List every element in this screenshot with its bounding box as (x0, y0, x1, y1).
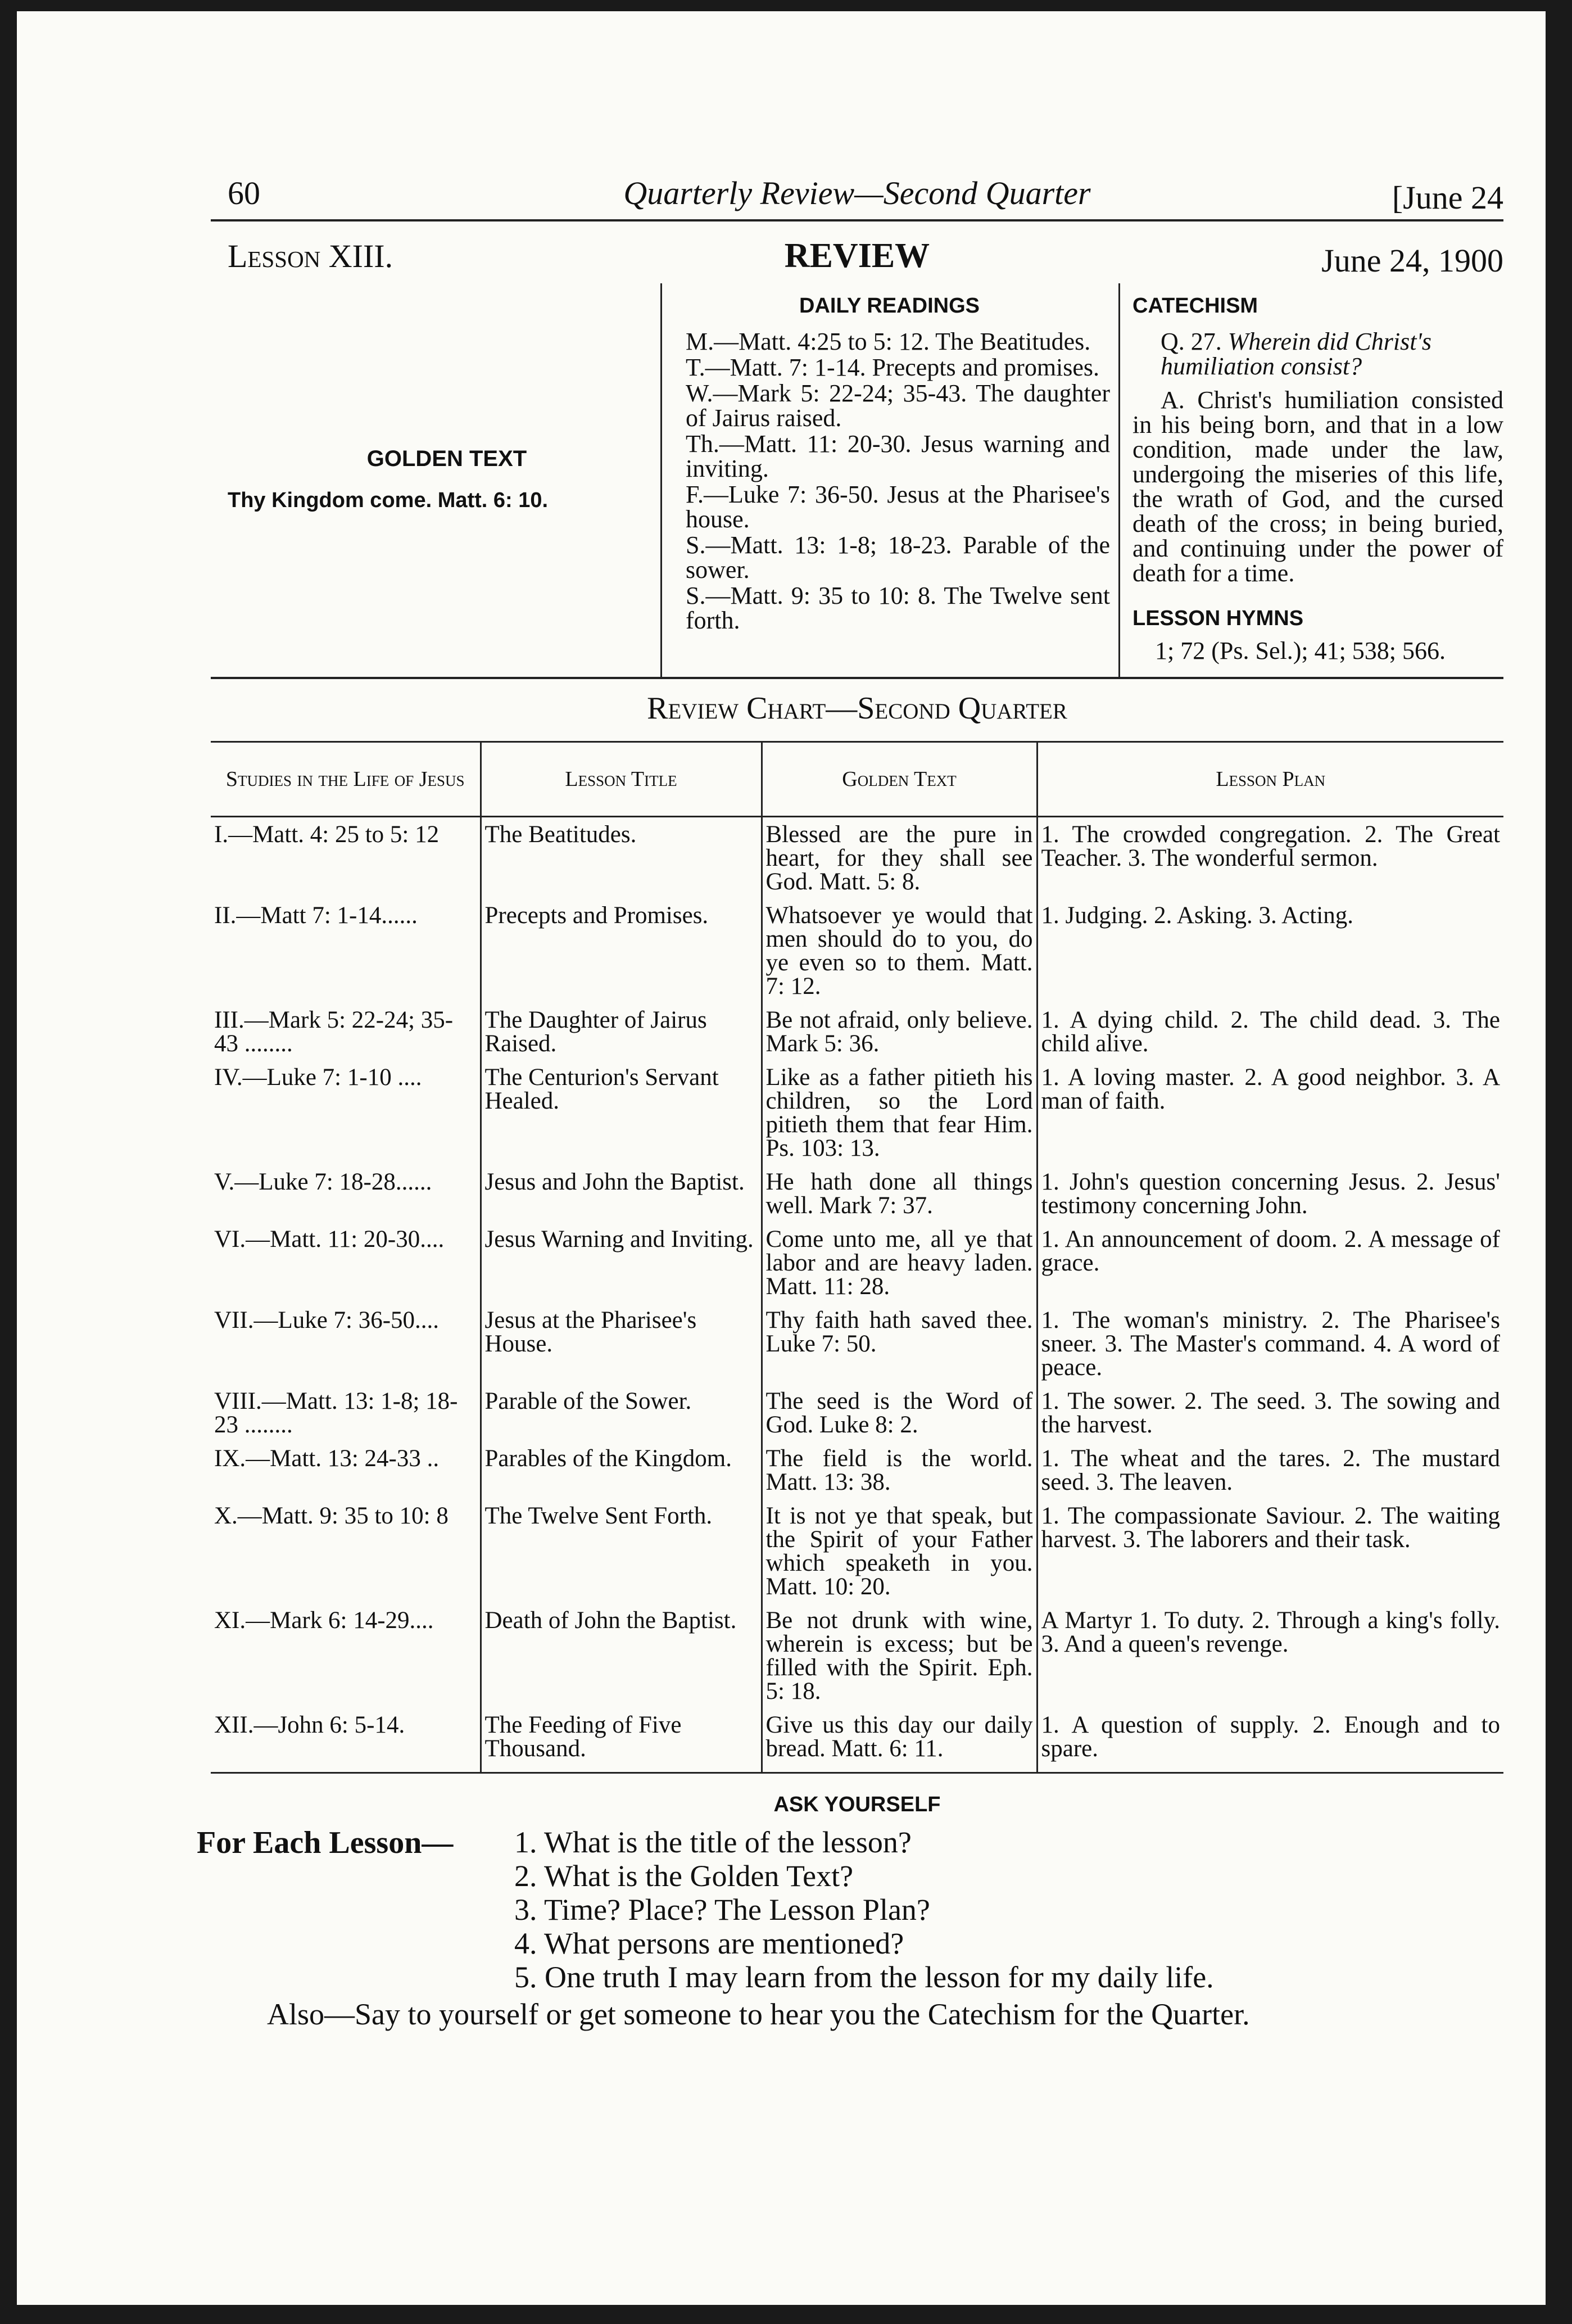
study-cell: IV.—Luke 7: 1-10 .... (214, 1064, 422, 1091)
table-row (211, 1003, 1503, 1060)
study-cell: V.—Luke 7: 18-28...... (214, 1169, 432, 1195)
lesson-number: Lesson XIII. (228, 238, 393, 274)
ask-yourself-heading: ASK YOURSELF (773, 1793, 941, 1816)
table-row (211, 817, 1503, 899)
reading-item: S.—Matt. 9: 35 to 10: 8. The Twelve sent forth. (686, 582, 1110, 634)
title-cell: Jesus Warning and Inviting. (481, 1222, 762, 1303)
ask-row (211, 1960, 1503, 1993)
plan-cell: 1. The wheat and the tares. 2. The mustard seed. 3. The leaven. (1037, 1441, 1503, 1499)
running-head (211, 169, 1503, 219)
ask-row (211, 1892, 1503, 1926)
ask-row (211, 1926, 1503, 1960)
plan-cell: 1. Judging. 2. Asking. 3. Acting. (1037, 898, 1503, 1003)
golden-cell: Be not afraid, only believe. Mark 5: 36. (762, 1003, 1037, 1060)
plan-cell: 1. A dying child. 2. The child dead. 3. The child alive. (1037, 1003, 1503, 1060)
study-cell: VII.—Luke 7: 36-50.... (214, 1307, 440, 1333)
golden-cell: Like as a father pitieth his children, so the Lord pitieth them that fear Him. Ps. 103: 13. (762, 1060, 1037, 1165)
golden-cell: He hath done all things well. Mark 7: 37. (762, 1165, 1037, 1222)
study-cell: IX.—Matt. 13: 24-33 .. (214, 1445, 440, 1472)
ask-question: 2. What is the Golden Text? (514, 1859, 854, 1893)
golden-text-block (228, 446, 666, 513)
study-cell: XII.—John 6: 5-14. (211, 1708, 481, 1773)
study-cell: III.—Mark 5: 22-24; 35-43 ........ (214, 1007, 454, 1057)
ask-question: 4. What persons are mentioned? (514, 1927, 904, 1960)
title-cell: The Daughter of Jairus Raised. (481, 1003, 762, 1060)
golden-cell: It is not ye that speak, but the Spirit of your Father which speaketh in you. Matt. 10: 20. (762, 1499, 1037, 1603)
ask-yourself (197, 1793, 1503, 2032)
study-cell: XI.—Mark 6: 14-29.... (214, 1607, 434, 1634)
column-header-studies: Studies in the Life of Jesus (211, 742, 481, 817)
page-number: 60 (228, 175, 260, 211)
running-date: [June 24 (1392, 179, 1503, 216)
table-row (211, 1384, 1503, 1441)
table-row (211, 1441, 1503, 1499)
study-cell: VIII.—Matt. 13: 1-8; 18-23 ........ (214, 1388, 458, 1438)
title-cell: Parable of the Sower. (481, 1384, 762, 1441)
review-chart-table (211, 741, 1503, 1774)
lesson-title: REVIEW (784, 237, 930, 275)
plan-cell: 1. An announcement of doom. 2. A message of grace. (1037, 1222, 1503, 1303)
golden-cell: Give us this day our daily bread. Matt. 6: 11. (762, 1708, 1037, 1773)
reading-item: M.—Matt. 4:25 to 5: 12. The Beatitudes. (686, 328, 1091, 355)
golden-text: Thy Kingdom come. Matt. 6: 10. (228, 489, 549, 512)
title-cell: Parables of the Kingdom. (481, 1441, 762, 1499)
title-cell: The Twelve Sent Forth. (481, 1499, 762, 1603)
golden-cell: Come unto me, all ye that labor and are heavy laden. Matt. 11: 28. (762, 1222, 1037, 1303)
plan-cell: 1. The crowded congregation. 2. The Great Teacher. 3. The wonderful sermon. (1037, 817, 1503, 899)
table-row (211, 1222, 1503, 1303)
golden-cell: Thy faith hath saved thee. Luke 7: 50. (762, 1303, 1037, 1384)
reading-item: W.—Mark 5: 22-24; 35-43. The daughter of Jairus raised. (686, 379, 1110, 432)
golden-cell: The field is the world. Matt. 13: 38. (762, 1441, 1037, 1499)
title-cell: The Centurion's Servant Healed. (481, 1060, 762, 1165)
page (17, 11, 1546, 2305)
ask-question: 3. Time? Place? The Lesson Plan? (514, 1893, 930, 1927)
ask-row (211, 1859, 1503, 1892)
plan-cell: 1. John's question concerning Jesus. 2. Jesus' testimony concerning John. (1037, 1165, 1503, 1222)
lesson-date: June 24, 1900 (1321, 242, 1503, 279)
column-header-title: Lesson Title (481, 742, 762, 817)
plan-cell: 1. The compassionate Saviour. 2. The waiting harvest. 3. The laborers and their task. (1037, 1499, 1503, 1603)
title-cell: Jesus and John the Baptist. (481, 1165, 762, 1222)
golden-cell: Whatsoever ye would that men should do to you, do ye even so to them. Matt. 7: 12. (762, 898, 1037, 1003)
golden-cell: Blessed are the pure in heart, for they shall see God. Matt. 5: 8. (762, 817, 1037, 899)
table-row (211, 1499, 1503, 1603)
ask-question: 5. One truth I may learn from the lesson for my daily life. (514, 1960, 1214, 1994)
question-text: Wherein did Christ's humiliation consist? (1161, 328, 1432, 380)
golden-cell: Be not drunk with wine, wherein is excess; but be filled with the Spirit. Eph. 5: 18. (762, 1603, 1037, 1708)
golden-text-heading: GOLDEN TEXT (366, 446, 527, 471)
content (197, 169, 1503, 2032)
catechism-answer: A. Christ's humiliation consisted in his being born, and that in a low condition, made under the law, undergoing the miseries of this life, the wrath of God, and the cursed death of the cross; in being buried, and continuing under the power of death for a time. (1132, 386, 1503, 587)
ask-also: Also—Say to yourself or get someone to hear you the Catechism for the Quarter. (267, 1997, 1250, 2031)
reading-item: S.—Matt. 13: 1-8; 18-23. Parable of the sower. (686, 531, 1110, 584)
ask-lead: For Each Lesson— (197, 1825, 454, 1860)
daily-readings-heading: DAILY READINGS (799, 294, 980, 318)
review-chart-title: Review Chart—Second Quarter (211, 677, 1503, 741)
upper-section (211, 283, 1503, 677)
plan-cell: 1. The woman's ministry. 2. The Pharisee's sneer. 3. The Master's command. 4. A word of peace. (1037, 1303, 1503, 1384)
title-cell: The Beatitudes. (481, 817, 762, 899)
plan-cell: A Martyr 1. To duty. 2. Through a king's folly. 3. And a queen's revenge. (1037, 1603, 1503, 1708)
column-header-golden-text: Golden Text (762, 742, 1037, 817)
study-cell: II.—Matt 7: 1-14...... (214, 902, 418, 929)
ask-row (197, 1825, 1503, 1860)
table-row (211, 1603, 1503, 1708)
running-title: Quarterly Review—Second Quarter (623, 175, 1091, 211)
table-row (211, 898, 1503, 1003)
title-cell: Jesus at the Pharisee's House. (481, 1303, 762, 1384)
table-row (211, 1165, 1503, 1222)
question-number: Q. 27. (1161, 328, 1222, 355)
column-divider (1118, 283, 1120, 677)
title-cell: Death of John the Baptist. (481, 1603, 762, 1708)
table-row (211, 1060, 1503, 1165)
reading-item: Th.—Matt. 11: 20-30. Jesus warning and inviting. (686, 430, 1110, 482)
study-cell: X.—Matt. 9: 35 to 10: 8 (214, 1503, 449, 1529)
reading-item: F.—Luke 7: 36-50. Jesus at the Pharisee's house. (686, 481, 1110, 533)
catechism-heading: CATECHISM (1132, 294, 1258, 318)
plan-cell: 1. A loving master. 2. A good neighbor. 3. A man of faith. (1037, 1060, 1503, 1165)
column-divider (660, 283, 662, 677)
reading-item: T.—Matt. 7: 1-14. Precepts and promises. (686, 354, 1100, 381)
hymns-heading: LESSON HYMNS (1132, 607, 1304, 630)
daily-readings (669, 283, 1110, 634)
catechism-question (1132, 329, 1503, 379)
golden-cell: The seed is the Word of God. Luke 8: 2. (762, 1384, 1037, 1441)
catechism (1132, 283, 1503, 663)
plan-cell: 1. A question of supply. 2. Enough and to spare. (1037, 1708, 1503, 1773)
table-header-row (211, 742, 1503, 817)
study-cell: I.—Matt. 4: 25 to 5: 12 (214, 821, 440, 848)
title-cell: Precepts and Promises. (481, 898, 762, 1003)
lesson-header (211, 219, 1503, 283)
title-cell: The Feeding of Five Thousand. (481, 1708, 762, 1773)
table-row (211, 1303, 1503, 1384)
plan-cell: 1. The sower. 2. The seed. 3. The sowing and the harvest. (1037, 1384, 1503, 1441)
study-cell: VI.—Matt. 11: 20-30.... (214, 1226, 445, 1253)
column-header-plan: Lesson Plan (1037, 742, 1503, 817)
ask-question: 1. What is the title of the lesson? (514, 1825, 912, 1859)
hymns-list: 1; 72 (Ps. Sel.); 41; 538; 566. (1155, 637, 1446, 664)
table-row (211, 1708, 1503, 1773)
